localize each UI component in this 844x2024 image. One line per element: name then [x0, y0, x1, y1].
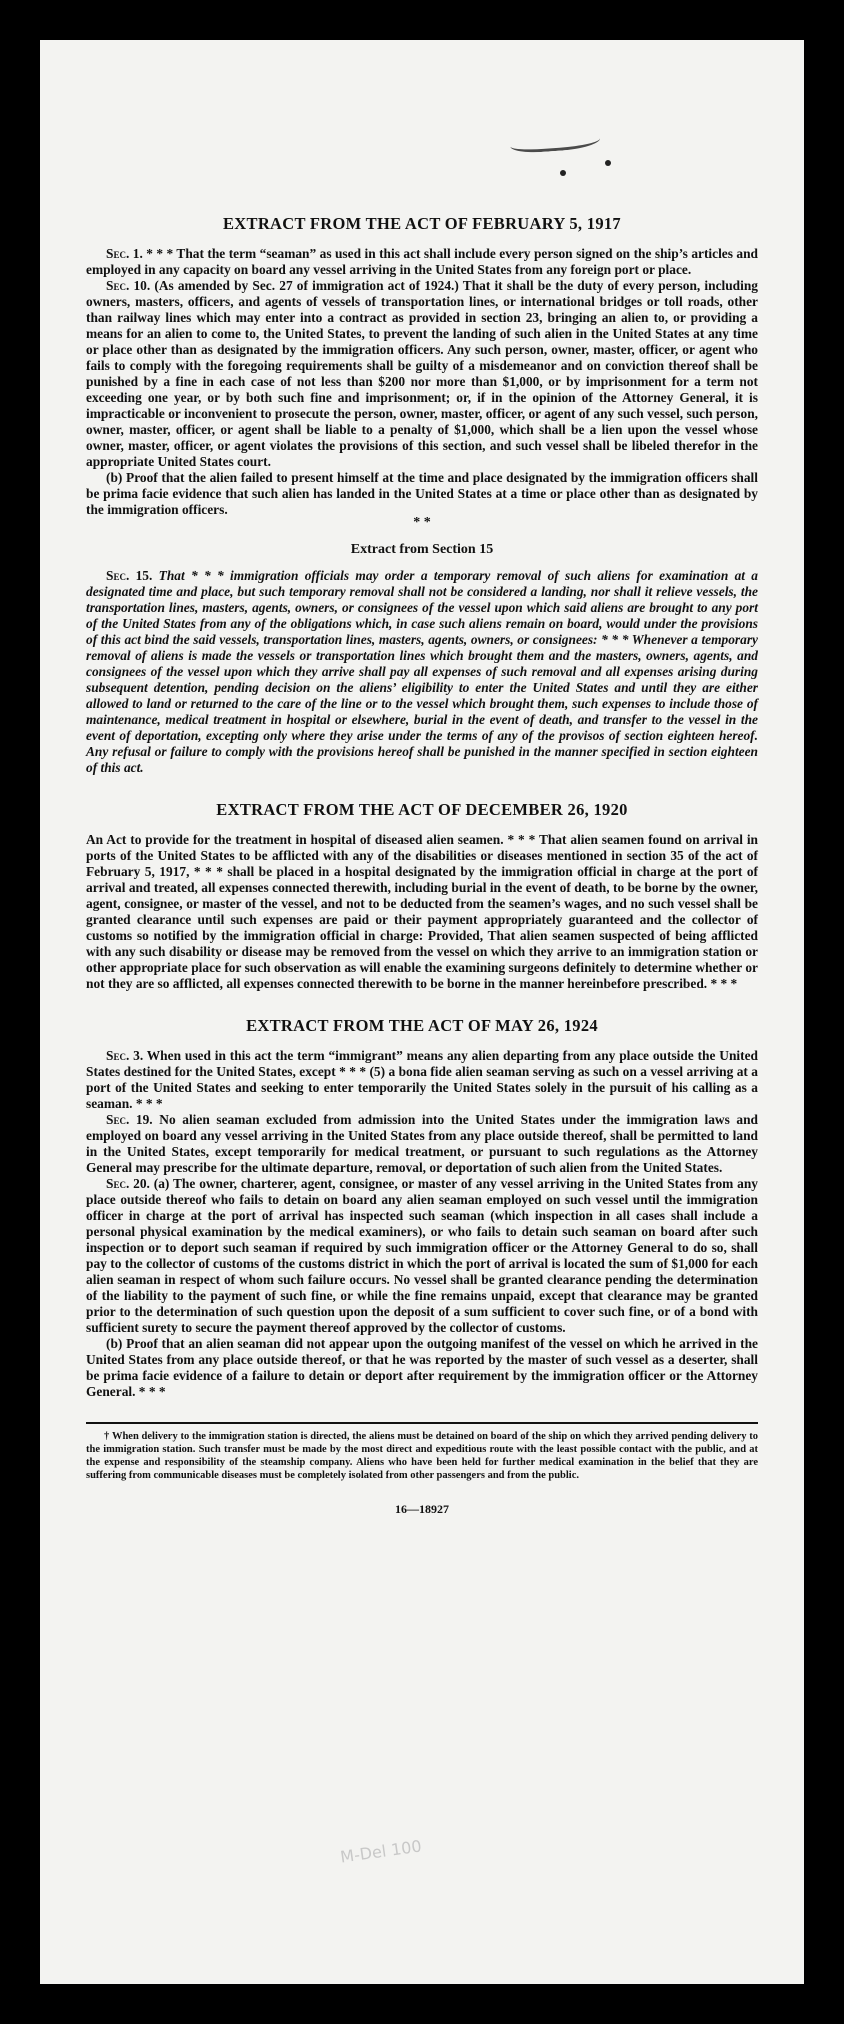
- sec1-paragraph: [86, 246, 758, 278]
- page-number: 16—18927: [395, 1502, 449, 1516]
- heading-feb-1917: EXTRACT FROM THE ACT OF FEBRUARY 5, 1917: [223, 214, 621, 233]
- footnote: † When delivery to the immigration station is directed, the aliens must be detained on board of the ship on which they arrived pending delivery to the immigration station. Such transfer must be made by the most direct and expeditious route with the least possible contact with the public, and at the expense and responsibility of the steamship company. Aliens who have been held for further medical examination in the belief that they are suffering from communicable diseases must be completely isolated from other passengers and from the public.: [86, 1431, 758, 1481]
- sec19-paragraph: [86, 1112, 758, 1176]
- ink-dot: [560, 170, 566, 176]
- sec20-label: Sec. 20.: [106, 1176, 150, 1191]
- document-page: [40, 40, 804, 1984]
- heading-may-1924: EXTRACT FROM THE ACT OF MAY 26, 1924: [246, 1016, 598, 1035]
- ellipsis-dots: * *: [413, 515, 431, 530]
- sec20-text: (a) The owner, charterer, agent, consignee, or master of any vessel arriving in the United States from any place outside thereof who fails to detain on board any alien seaman employed on such vessel until the immigration officer in charge at the port of arrival has inspected such seaman (which inspection in all cases shall include a personal physical examination by the medical examiners), or who fails to detain such seaman on board after such inspection or to deport such seaman if required by such immigration officer or the Attorney General to do so, shall pay to the collector of customs of the customs district in which the port of arrival is located the sum of $1,000 for each alien seaman in respect of whom such failure occurs. No vessel shall be granted clearance pending the determination of the liability to the payment of such fine, or while the fine remains unpaid, except that clearance may be granted prior to the determination of such question upon the deposit of a sum sufficient to cover such fine, or of a bond with sufficient surety to secure the payment thereof approved by the collector of customs.: [86, 1176, 758, 1335]
- sec10-sub-b: (b) Proof that the alien failed to present himself at the time and place designated by the immigration officers shall be prima facie evidence that such alien has landed in the United States at a time or place other than as designated by the immigration officers.: [86, 470, 758, 517]
- sec19-text: No alien seaman excluded from admission into the United States under the immigration laws and employed on board any vessel arriving in the United States from any place outside thereof, shall be permitted to land in the United States, except temporarily for medical treatment, or pursuant to such regulations as the Attorney General may prescribe for the ultimate departure, removal, or deportation of such alien from the United States.: [86, 1112, 758, 1175]
- sec1-text: * * * That the term “seaman” as used in this act shall include every person signed on the ship’s articles and employed in any capacity on board any vessel arriving in the United States from any foreign port or place.: [86, 246, 758, 277]
- sec1-label: Sec. 1.: [106, 246, 143, 261]
- sec10-text: (As amended by Sec. 27 of immigration act of 1924.) That it shall be the duty of every person, including owners, masters, officers, and agents of vessels of transportation lines, or international bridges or toll roads, other than railway lines which may enter into a contract as provided in section 23, bringing an alien to, or providing a means for an alien to come to, the United States, to prevent the landing of such alien in the United States at any time or place other than as designated by the immigration officers. Any such person, owner, master, officer, or agent who fails to comply with the foregoing requirements shall be guilty of a misdemeanor and on conviction thereof shall be punished by a fine in each case of not less than $200 nor more than $1,000, or by imprisonment for a term not exceeding one year, or by both such fine and imprisonment; or, if in the opinion of the Attorney General, it is impracticable or inconvenient to prosecute the person, owner, master, officer, or agent of any such vessel, such person, owner, master, officer, or agent shall be liable to a penalty of $1,000, which shall be a lien upon the vessel whose owner, master, officer, or agent violates the provisions of this section, and such vessel shall be libeled therefor in the appropriate United States court.: [86, 278, 758, 469]
- sec3-paragraph: [86, 1048, 758, 1112]
- sec19-label: Sec. 19.: [106, 1112, 153, 1127]
- sec15-text: That * * * immigration officials may order a temporary removal of such aliens for examination at a designated time and place, but such temporary removal shall not be considered a landing, nor shall it relieve vessels, the transportation lines, masters, agents, owners, or consignees of the vessel upon which said aliens are brought to any port of the United States from any of the obligations which, in case such aliens remain on board, would under the provisions of this act bind the said vessels, transportation lines, masters, agents, owners, or consignees: * * * Whenever a temporary removal of aliens is made the vessels or transportation lines which brought them and the masters, owners, agents, and consignees of the vessel upon which they arrive shall pay all expenses of such removal and all expenses arising during subsequent detention, pending decision on the aliens’ eligibility to enter the United States and until they are either allowed to land or returned to the care of the line or to the vessel which brought them, such expenses to include those of maintenance, medical treatment in hospital or elsewhere, burial in the event of death, and transfer to the vessel in the event of deportation, excepting only where they arise under the terms of any of the provisos of section eighteen hereof. Any refusal or failure to comply with the provisions hereof shall be punished in the manner specified in section eighteen of this act.: [86, 568, 758, 775]
- sec20-paragraph: [86, 1176, 758, 1336]
- dec1920-paragraph: An Act to provide for the treatment in hospital of diseased alien seamen. * * * That alien seamen found on arrival in ports of the United States to be afflicted with any of the disabilities or diseases mentioned in section 35 of the act of February 5, 1917, * * * shall be placed in a hospital designated by the immigration official in charge at the port of arrival and treated, all expenses connected therewith, including burial in the event of death, to be borne by the owner, agent, consignee, or master of the vessel, and not to be deducted from the seamen’s wages, and no such vessel shall be granted clearance until such expenses are paid or their payment appropriately guaranteed and the collector of customs so notified by the immigration official in charge: Provided, That alien seamen suspected of being afflicted with any such disability or disease may be removed from the vessel on which they arrive to an immigration station or other appropriate place for such observation as will enable the examining surgeons definitely to determine whether or not they are so afflicted, all expenses connected therewith to be borne in the manner hereinbefore prescribed. * * *: [86, 832, 758, 991]
- footnote-divider: [86, 1422, 758, 1424]
- sec15-label: Sec. 15.: [106, 568, 153, 583]
- sec10-label: Sec. 10.: [106, 278, 151, 293]
- ink-dot: [605, 160, 611, 166]
- sec20-sub-b: (b) Proof that an alien seaman did not appear upon the outgoing manifest of the vessel on which he arrived in the United States from any place outside thereof, or that he was reported by the master of such vessel as a deserter, shall be prima facie evidence of a failure to detain or deport after requirement by the immigration officer or the Attorney General. * * *: [86, 1336, 758, 1399]
- sec3-label: Sec. 3.: [106, 1048, 144, 1063]
- sec10-paragraph: [86, 278, 758, 470]
- sec3-text: When used in this act the term “immigrant” means any alien departing from any place outside the United States destined for the United States, except * * * (5) a bona fide alien seaman serving as such on a vessel arriving at a port of the United States and seeking to enter temporarily the United States solely in the pursuit of his calling as a seaman. * * *: [86, 1048, 758, 1111]
- heading-dec-1920: EXTRACT FROM THE ACT OF DECEMBER 26, 1920: [216, 800, 628, 819]
- heading-section-15: Extract from Section 15: [350, 542, 494, 557]
- faint-stamp: M-Del 100: [339, 1836, 423, 1867]
- sec15-paragraph: [86, 568, 758, 776]
- ink-scribble: [509, 127, 600, 154]
